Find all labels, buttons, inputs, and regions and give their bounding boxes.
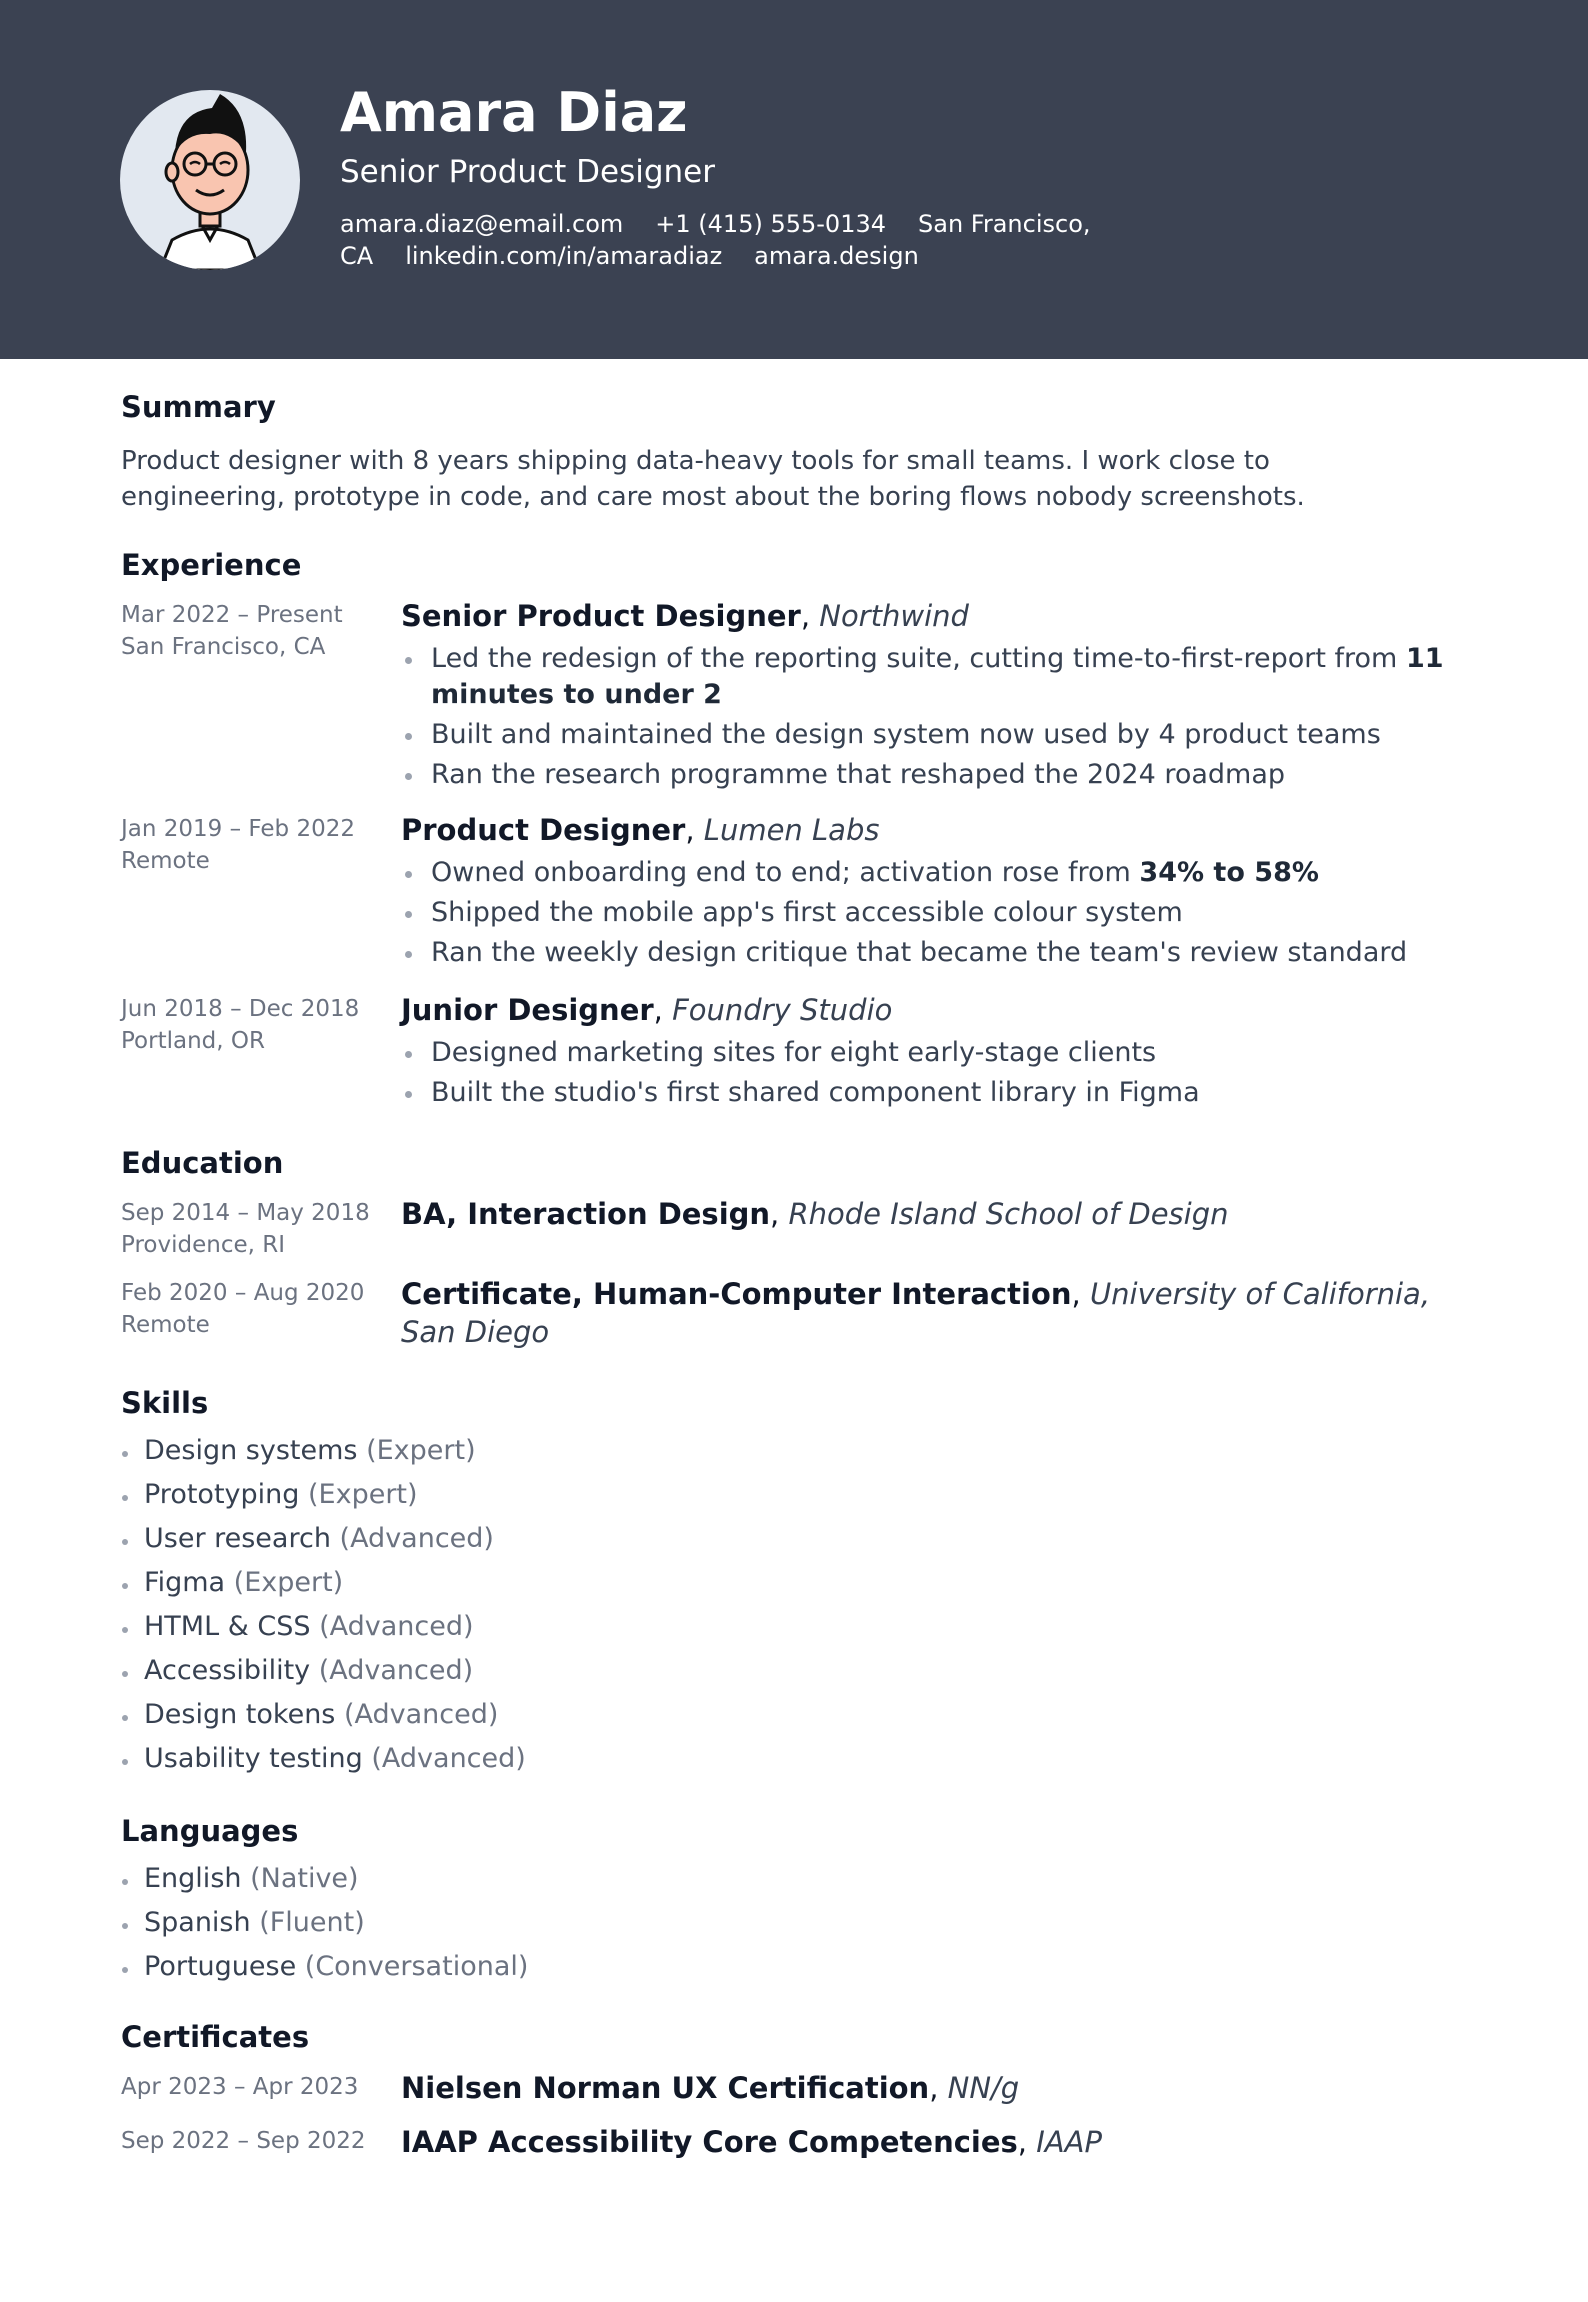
edu-degree: BA, Interaction Design — [401, 1197, 771, 1231]
job-dates: Jan 2019 – Feb 2022 — [121, 816, 355, 842]
cert-name: IAAP Accessibility Core Competencies — [401, 2125, 1018, 2159]
cert-issuer: IAAP — [1036, 2125, 1102, 2159]
resume-header — [0, 0, 1588, 359]
job-location: San Francisco, CA — [121, 634, 326, 660]
section-title-education: Education — [121, 1146, 284, 1180]
edu-location: Remote — [121, 1312, 210, 1338]
edu-heading: Certificate, Human-Computer Interaction, University of California, San Diego — [401, 1277, 1431, 1349]
job-company: Foundry Studio — [672, 993, 893, 1027]
job-location: Portland, OR — [121, 1028, 265, 1054]
edu-school: Rhode Island School of Design — [788, 1197, 1229, 1231]
section-title-experience: Experience — [121, 548, 302, 582]
section-title-summary: Summary — [121, 390, 276, 424]
cert-dates: Apr 2023 – Apr 2023 — [121, 2074, 359, 2100]
job-dates: Jun 2018 – Dec 2018 — [121, 996, 360, 1022]
job-bullet: Owned onboarding end to end; activation rose from 34% to 58% — [431, 855, 1531, 891]
job-dates: Mar 2022 – Present — [121, 602, 343, 628]
skill-item: Design tokens (Advanced) — [144, 1697, 498, 1733]
job-company: Lumen Labs — [703, 813, 880, 847]
contact-website[interactable]: amara.design — [754, 242, 919, 270]
summary-text: Product designer with 8 years shipping data-heavy tools for small teams. I work close to engineering, prototype in code, and care most about the boring flows nobody screenshots. — [121, 446, 1305, 512]
contact-linkedin[interactable]: linkedin.com/in/amaradiaz — [405, 242, 723, 270]
job-company: Northwind — [819, 599, 969, 633]
cert-heading: Nielsen Norman UX Certification, NN/g — [401, 2071, 1020, 2105]
job-location: Remote — [121, 848, 210, 874]
job-role: Product Designer — [401, 813, 686, 847]
cert-name: Nielsen Norman UX Certification — [401, 2071, 930, 2105]
edu-school: University of California, San Diego — [401, 1277, 1431, 1349]
job-heading: Product Designer, Lumen Labs — [401, 813, 880, 847]
skill-item: Figma (Expert) — [144, 1565, 343, 1601]
contact-phone[interactable]: +1 (415) 555-0134 — [655, 210, 886, 238]
language-item: English (Native) — [144, 1861, 359, 1897]
language-item: Portuguese (Conversational) — [144, 1949, 528, 1985]
language-item: Spanish (Fluent) — [144, 1905, 365, 1941]
cert-heading: IAAP Accessibility Core Competencies, IAAP — [401, 2125, 1102, 2159]
job-bullet: Led the redesign of the reporting suite, cutting time-to-first-report from 11 minutes to under 2 — [431, 641, 1531, 713]
section-title-languages: Languages — [121, 1814, 299, 1848]
job-role: Junior Designer — [401, 993, 654, 1027]
section-title-certificates: Certificates — [121, 2020, 310, 2054]
section-title-skills: Skills — [121, 1386, 209, 1420]
job-heading: Junior Designer, Foundry Studio — [401, 993, 893, 1027]
candidate-name: Amara Diaz — [340, 81, 688, 144]
cert-dates: Sep 2022 – Sep 2022 — [121, 2128, 366, 2154]
contact-email[interactable]: amara.diaz@email.com — [340, 210, 624, 238]
edu-dates: Sep 2014 – May 2018 — [121, 1200, 370, 1226]
edu-heading: BA, Interaction Design, Rhode Island School of Design — [401, 1197, 1229, 1231]
job-heading: Senior Product Designer, Northwind — [401, 599, 969, 633]
job-role: Senior Product Designer — [401, 599, 801, 633]
contact-info — [340, 208, 1140, 272]
skill-item: Prototyping (Expert) — [144, 1477, 418, 1513]
edu-dates: Feb 2020 – Aug 2020 — [121, 1280, 365, 1306]
candidate-title: Senior Product Designer — [340, 154, 715, 190]
skill-item: User research (Advanced) — [144, 1521, 494, 1557]
avatar-illustration — [120, 90, 300, 270]
edu-degree: Certificate, Human-Computer Interaction — [401, 1277, 1072, 1311]
avatar — [120, 90, 300, 270]
skill-item: Accessibility (Advanced) — [144, 1653, 473, 1689]
edu-location: Providence, RI — [121, 1232, 285, 1258]
job-bullet: Built the studio's first shared component library in Figma — [431, 1075, 1531, 1111]
job-bullet: Ran the research programme that reshaped the 2024 roadmap — [431, 757, 1531, 793]
job-bullet: Shipped the mobile app's first accessible colour system — [431, 895, 1531, 931]
job-bullet: Built and maintained the design system now used by 4 product teams — [431, 717, 1531, 753]
job-bullet: Designed marketing sites for eight early-stage clients — [431, 1035, 1531, 1071]
skill-item: HTML & CSS (Advanced) — [144, 1609, 474, 1645]
contact-location: San Francisco, CA — [340, 210, 1091, 270]
job-bullet: Ran the weekly design critique that became the team's review standard — [431, 935, 1531, 971]
skill-item: Usability testing (Advanced) — [144, 1741, 526, 1777]
cert-issuer: NN/g — [947, 2071, 1020, 2105]
skill-item: Design systems (Expert) — [144, 1433, 476, 1469]
